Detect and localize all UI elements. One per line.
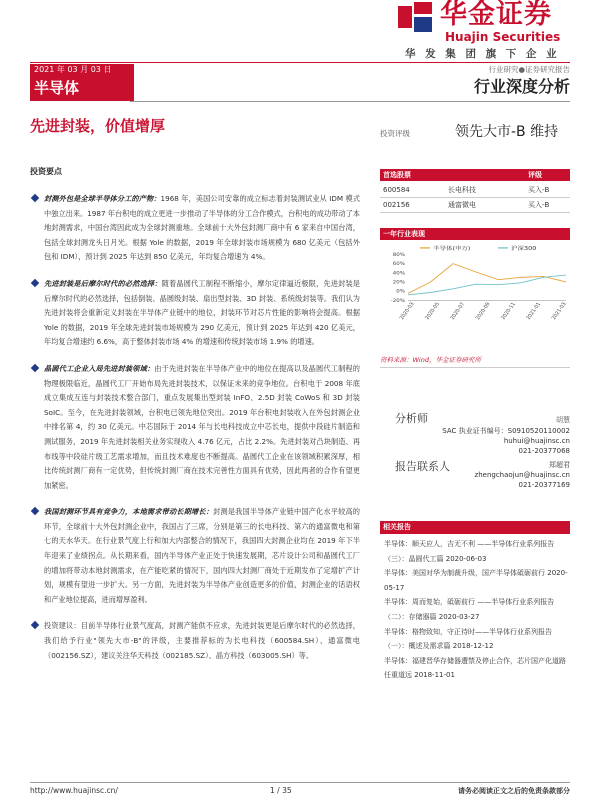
table-row: [380, 198, 570, 213]
contact-phone: 021-20377169: [518, 481, 570, 489]
x-tick-label: 2020-09: [474, 301, 492, 321]
key-point: [30, 362, 360, 493]
rating-value: 领先大市-B 维持: [455, 124, 559, 140]
related-report-item[interactable]: [384, 537, 570, 566]
related-report-text: 半导体：福建晋华存储器遭禁及停止合作，芯片国产化道路任重道远: [384, 656, 566, 680]
x-tick-label: 2021-01: [525, 301, 543, 321]
performance-chart: [380, 243, 570, 333]
contact-email[interactable]: zhengchaojun@huajinsc.cn: [474, 471, 570, 479]
y-tick-label: 60%: [392, 261, 405, 268]
bullet-icon: [31, 279, 39, 287]
stock-header-code: 首选股票: [383, 171, 411, 179]
key-points-title: 投资要点: [30, 167, 62, 176]
key-point-text: 1968 年，美国公司安靠的成立标志着封装测试业从 IDM 模式中独立出来。1987 年台积电的成立更进一步推动了半导体的分工合作模式，台积电的成功带动了本地封测需求，中国台湾因此成为全球封测重地。全球前十大外包封测厂商中有 6 家来自中国台湾，包括全球封测龙头日月光。根据 Yole 的数据，2019 年全球封装市场规模为 680 亿美元（包括外包和 IDM），预计到 2025 年达到 850 亿美元，年均复合增速为 4%。: [44, 194, 360, 262]
bullet-icon: [31, 621, 39, 629]
key-point-lead: 我国封测环节具有竞争力，本地需求带动长期增长：: [44, 507, 214, 517]
footer-divider: [30, 782, 570, 783]
series-line: [408, 264, 566, 294]
footer-disclaimer: 请务必阅读正文之后的免责条款部分: [458, 787, 570, 795]
key-point-text: 随着晶圆代工制程不断缩小，摩尔定律逼近极限，先进封装是后摩尔时代的必然选择，包括倒装、晶圆级封装、扇出型封装、3D 封装、系统级封装等。我们认为先进封装将会重新定义封装在半导体产业链中的地位，封装环节对芯片性能的影响将会提高。根据 Yole 的数据，2019 年全球先进封装市场规模为 290 亿美元，预计到 2025 年达到 420 亿美元，年均复合增速约 6.6%，高于整体封装市场 4% 的增速和传统封装市场 1.9% 的增速。: [44, 278, 360, 347]
x-tick-label: 2020-05: [424, 301, 442, 321]
related-reports: [384, 537, 570, 683]
key-point-lead: 先进封装是后摩尔时代的必然选择：: [44, 278, 162, 288]
key-point: [30, 277, 360, 350]
stock-code: 600584: [383, 186, 410, 194]
y-tick-label: 80%: [392, 252, 405, 258]
stock-table-header: [380, 169, 570, 181]
page-title: 先进封装，价值增厚: [30, 117, 166, 135]
stock-code: 002156: [383, 201, 410, 209]
header-divider: [30, 62, 570, 63]
key-point: [30, 619, 360, 663]
table-row: [380, 183, 570, 198]
related-report-item[interactable]: [384, 566, 570, 595]
slogan: 华 发 集 团 旗 下 企 业: [405, 48, 560, 60]
report-date: 2021 年 03 月 03 日: [30, 64, 134, 75]
report-title: 行业深度分析: [473, 77, 570, 96]
stock-rating: 买入-B: [528, 201, 550, 209]
key-point-text: 投资建议：目前半导体行业景气度高，封测产能供不应求，先进封装更是后摩尔时代的必然选择，我们给予行业"领先大市-B"的评级，主要推荐标的为长电科技（600584.SH）、通富微电（002156.SZ），建议关注华天科技（002185.SZ）、晶方科技（603005.SH）等。: [44, 621, 360, 660]
sector-label: 半导体: [30, 75, 134, 101]
key-point-lead: 晶圆代工企业入局先进封装领域：: [44, 363, 155, 373]
x-tick-label: 2020-11: [500, 301, 518, 321]
contact-label: 报告联系人: [395, 460, 450, 473]
related-report-text: 半导体：顺天应人，吉无不利 ——半导体行业系列报告（三）：晶圆代工篇: [384, 540, 555, 563]
key-points: [30, 192, 360, 675]
page-number: 1 / 35: [270, 786, 292, 795]
analyst-cert: SAC 执业证书编号：S0910520110002: [442, 427, 570, 435]
legend-label: 沪深300: [511, 245, 537, 252]
key-point-lead: 封测外包是全球半导体分工的产物：: [44, 194, 161, 203]
x-tick-label: 2020-07: [449, 301, 467, 321]
related-report-date: 2020-05-17: [384, 569, 568, 592]
analyst-name: 胡慧: [556, 416, 570, 424]
related-report-item[interactable]: [384, 595, 570, 624]
key-point: [30, 505, 360, 607]
related-report-date: 2020-03-27: [438, 612, 480, 621]
stock-name: 长电科技: [448, 186, 476, 194]
y-tick-label: -20%: [390, 298, 405, 304]
report-type: 行业研究●证券研究报告: [488, 65, 570, 74]
footer-url[interactable]: http://www.huajinsc.cn/: [30, 786, 118, 795]
bullet-icon: [31, 507, 39, 515]
y-tick-label: 0%: [396, 289, 405, 295]
related-report-text: 半导体：格物致知，守正待时——半导体行业系列报告（一）：概述及需求篇: [384, 627, 552, 651]
chart-divider: [380, 367, 570, 368]
stock-rating: 买入-B: [528, 186, 550, 194]
analyst-email[interactable]: huhui@huajinsc.cn: [503, 437, 570, 445]
legend-label: 半导体(申万): [433, 245, 471, 252]
related-reports-title: 相关报告: [380, 521, 570, 534]
perf-chart-title: 一年行业表现: [380, 228, 570, 240]
series-line: [408, 275, 566, 295]
y-tick-label: 20%: [392, 279, 405, 286]
stock-name: 通富微电: [448, 201, 476, 209]
related-report-item[interactable]: [384, 625, 570, 654]
x-tick-label: 2021-03: [550, 301, 568, 321]
related-report-date: 2020-06-03: [445, 554, 487, 563]
header-divider-2: [130, 101, 570, 102]
analyst-label: 分析师: [395, 412, 428, 425]
logo-mark-icon: [398, 2, 432, 32]
related-report-item[interactable]: [384, 654, 570, 683]
related-report-date: 2018-11-01: [414, 671, 455, 680]
contact-name: 郑超君: [549, 461, 570, 469]
bullet-icon: [31, 364, 39, 372]
key-point-text: 封测是我国半导体产业链中国产化水平较高的环节，全球前十大外包封测企业中，我国占了三席，分别是第三的长电科技、第六的通富微电和第七的天水华天。在行业景气度上行和加大内部整合的情况下，我国四大封测企业均在 2019 年下半年迎来了业绩拐点。从长期来看，国内半导体产业正处于快速发展期，芯片设计公司和晶圆代工厂的增加将带动本地封测需求，在产能吃紧的情况下，国内四大封测厂商处于近期发布了定增扩产计划，规模有望进一步扩大。另一方面，先进封装为半导体产业创造更多的价值，封测企业的话语权和产业地位提高，进而增厚盈利。: [44, 507, 360, 604]
logo-text: 华金证券: [440, 0, 552, 30]
rating-label: 投资评级: [380, 129, 410, 138]
key-point-text: 由于先进封装在半导体产业中的地位在提高以及晶圆代工制程的物理极限临近，晶圆代工厂开始布局先进封装技术，以保证未来的竞争地位。台积电于 2008 年底成立集成互连与封装技术整合部门，重点发展集出型封装 InFO、2.5D 封装 CoWoS 和 3D 封装 SoIC。至今，在先进封装领域，台积电已领先地位突出。2019 年台积电封装收入在外包封测企业中排名第 4，约 30 亿美元。中芯国际于 2014 年与长电科技成立中芯长电，提供中段硅片制造和测试服务，2019 年先进封装相关业务实现收入 4.76 亿元，占比 2.2%。先进封装对凸块制造、再布线等中段硅片级工艺需求增加，而且技术难度也不断提高。晶圆代工企业在该领域积累深厚，相比传统封测厂商有一定优势，但传统封测厂商在技术完善性方面具有优势，因此两者的合作有望更加紧密。: [44, 363, 360, 490]
key-point: [30, 192, 360, 265]
analyst-phone: 021-20377068: [518, 447, 570, 455]
related-report-date: 2018-12-12: [452, 642, 494, 651]
related-report-text: 半导体：美国对华为制裁升级，国产半导体砥砺前行: [384, 569, 545, 578]
stock-header-rating: 评级: [528, 171, 542, 179]
y-tick-label: 40%: [392, 270, 405, 277]
bullet-icon: [31, 194, 39, 202]
x-tick-label: 2020-03: [398, 301, 416, 321]
chart-source: 资料来源：Wind，华金证券研究所: [380, 356, 481, 364]
logo-english: Huajin Securities: [445, 30, 561, 44]
related-report-text: 半导体：周而复始，砥砺前行 ——半导体行业系列报告（二）：存储器篇: [384, 598, 555, 621]
